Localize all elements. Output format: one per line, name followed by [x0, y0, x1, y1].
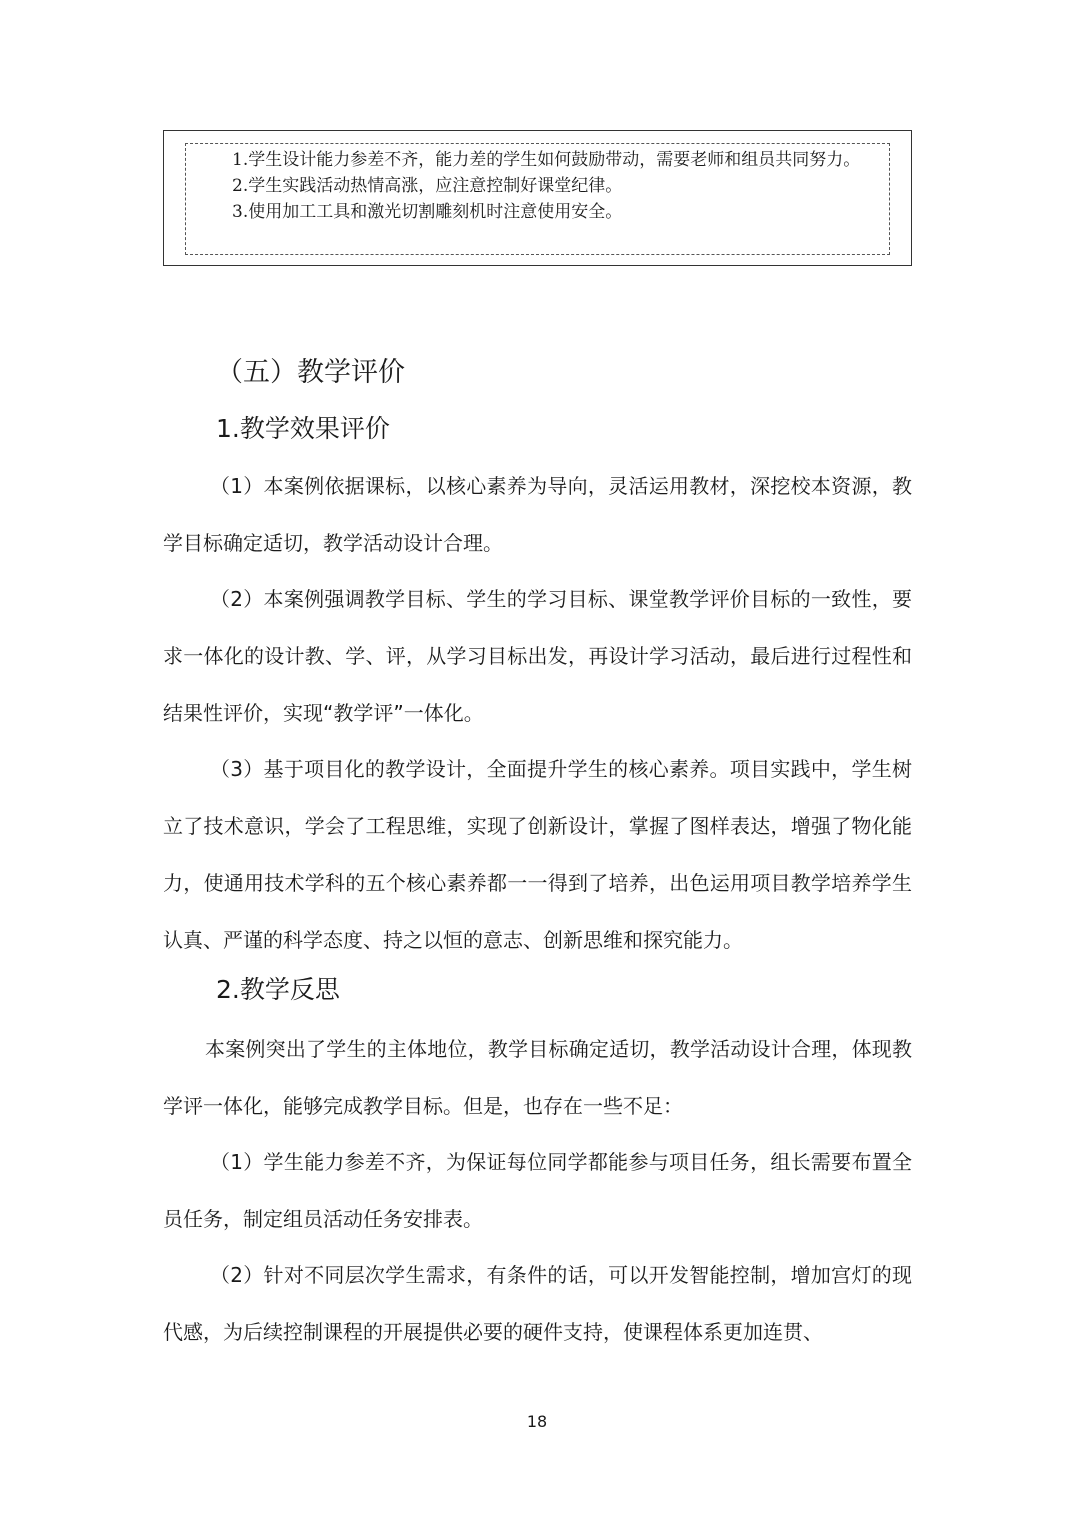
- note-item-2: 2.学生实践活动热情高涨，应注意控制好课堂纪律。: [232, 176, 623, 196]
- note-item-3: 3.使用加工工具和激光切割雕刻机时注意使用安全。: [232, 202, 623, 222]
- section-title: （五）教学评价: [216, 357, 405, 388]
- page-number: 18: [526, 1412, 548, 1431]
- notes-box: [163, 130, 912, 266]
- paragraph: （2）针对不同层次学生需求，有条件的话，可以开发智能控制，增加宫灯的现代感，为后续控制课程的开展提供必要的硬件支持，使课程体系更加连贯、: [163, 1263, 912, 1344]
- paragraph: （1）学生能力参差不齐，为保证每位同学都能参与项目任务，组长需要布置全员任务，制定组员活动任务安排表。: [163, 1150, 912, 1231]
- notes-inner-frame: [185, 143, 890, 255]
- paragraph: （1）本案例依据课标，以核心素养为导向，灵活运用教材，深挖校本资源，教学目标确定适切，教学活动设计合理。: [163, 474, 912, 555]
- paragraph: 本案例突出了学生的主体地位，教学目标确定适切，教学活动设计合理，体现教学评一体化，能够完成教学目标。但是，也存在一些不足：: [163, 1037, 912, 1118]
- subsection-title-effect-evaluation: 1.教学效果评价: [216, 414, 390, 443]
- paragraph: （2）本案例强调教学目标、学生的学习目标、课堂教学评价目标的一致性，要求一体化的设计教、学、评，从学习目标出发，再设计学习活动，最后进行过程性和结果性评价，实现“教学评”一体化。: [163, 587, 912, 725]
- subsection-title-reflection: 2.教学反思: [216, 975, 340, 1004]
- note-item-1: 1.学生设计能力参差不齐，能力差的学生如何鼓励带动，需要老师和组员共同努力。: [232, 150, 861, 170]
- paragraph: （3）基于项目化的教学设计，全面提升学生的核心素养。项目实践中，学生树立了技术意识，学会了工程思维，实现了创新设计，掌握了图样表达，增强了物化能力，使通用技术学科的五个核心素养都一一得到了培养，出色运用项目教学培养学生认真、严谨的科学态度、持之以恒的意志、创新思维和探究能力。: [163, 757, 912, 952]
